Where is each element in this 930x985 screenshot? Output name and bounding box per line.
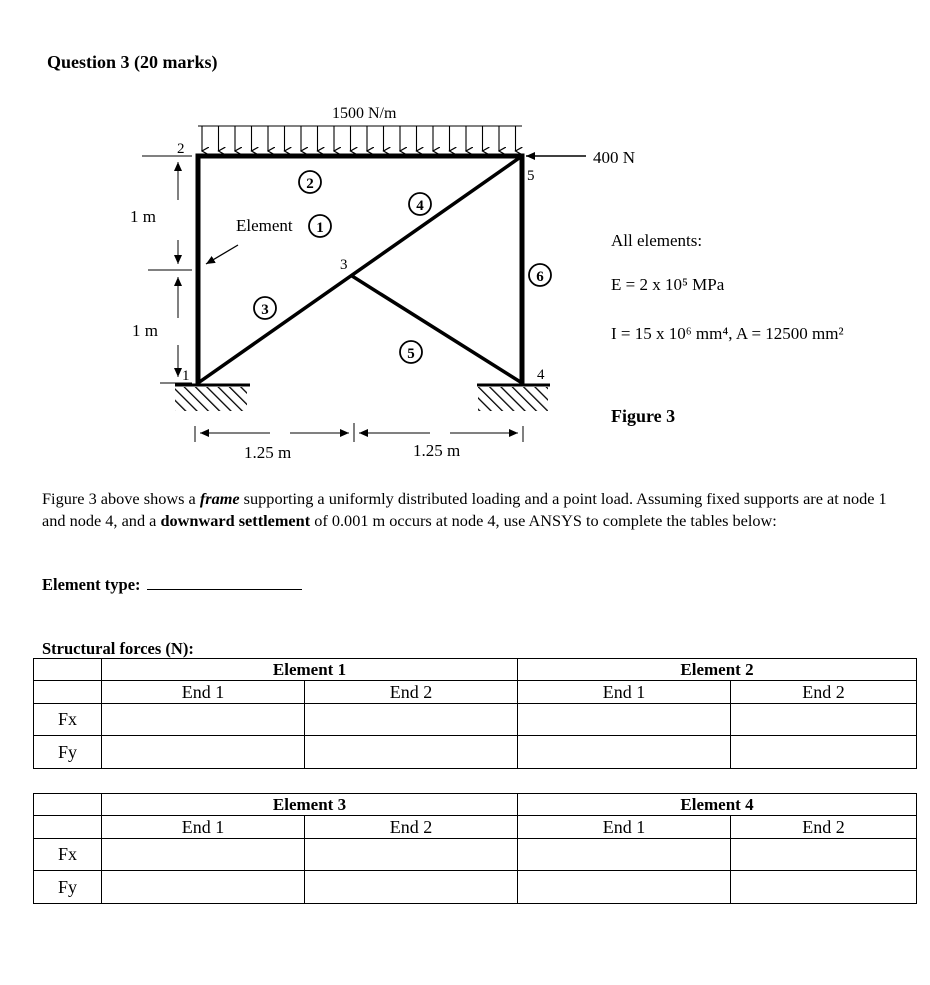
answer-cell[interactable] [731,871,917,904]
height-dimension [142,156,192,383]
width-left-label: 1.25 m [244,443,292,462]
element-3-marker [254,297,276,319]
end-header: End 2 [731,681,917,704]
answer-cell[interactable] [518,871,731,904]
answer-cell[interactable] [305,839,518,871]
answer-cell[interactable] [518,839,731,871]
end-header: End 2 [305,681,518,704]
element-5-marker [400,341,422,363]
svg-text:6: 6 [536,269,544,285]
answer-cell[interactable] [518,704,731,736]
answer-cell[interactable] [305,871,518,904]
element-1-marker [236,215,331,237]
end-header: End 2 [731,816,917,839]
props-heading: All elements: [611,231,703,250]
element-type-blank[interactable] [147,575,302,590]
udl-arrows [198,126,522,151]
row-label-fx: Fx [34,704,102,736]
element-4-header: Element 4 [518,794,917,816]
frame-members [198,156,522,383]
prop-modulus: E = 2 x 10⁵ MPa [611,275,725,294]
answer-cell[interactable] [518,736,731,769]
settlement-term: downward settlement [160,511,311,530]
svg-text:1: 1 [316,220,324,236]
node-1-label: 1 [182,368,190,384]
width-right-label: 1.25 m [413,441,461,460]
element-6-marker [529,264,551,286]
question-description: Figure 3 above shows a frame supporting a uniformly distributed loading and a point load. Assuming fixed supports are at node 1 and node 4, and a downward settlement of 0.001 m occurs at node 4, use ANSYS to complete the tables below: [42,489,887,530]
node-2-label: 2 [177,141,185,157]
forces-table-1 [33,658,917,769]
fixed-support-node-4 [477,385,550,411]
fixed-support-node-1 [175,385,250,411]
udl-load-label: 1500 N/m [332,105,397,122]
question-title: Question 3 (20 marks) [47,52,218,72]
structural-forces-label: Structural forces (N): [42,639,194,658]
answer-cell[interactable] [102,839,305,871]
node-4-label: 4 [537,367,545,383]
point-load-label: 400 N [593,148,636,167]
end-header: End 1 [518,816,731,839]
answer-cell[interactable] [102,871,305,904]
element-2-header: Element 2 [518,659,917,681]
element-type-field [42,575,302,595]
svg-text:5: 5 [407,346,415,362]
height-top-label: 1 m [130,207,156,226]
forces-table-2 [33,793,917,904]
svg-text:4: 4 [416,198,424,214]
element-1-pointer-arrow [206,245,238,264]
height-bottom-label: 1 m [132,321,158,340]
width-dimension [195,423,523,442]
prop-inertia-area: I = 15 x 10⁶ mm⁴, A = 12500 mm² [611,324,844,343]
answer-cell[interactable] [102,736,305,769]
row-label-fy: Fy [34,736,102,769]
frame-figure [0,0,930,470]
end-header: End 2 [305,816,518,839]
answer-cell[interactable] [731,736,917,769]
element-2-marker [299,171,321,193]
answer-cell[interactable] [305,704,518,736]
member-element-5 [352,276,522,383]
element-4-marker [409,193,431,215]
element-pointer-label: Element [236,216,293,235]
row-label-fy: Fy [34,871,102,904]
answer-cell[interactable] [102,704,305,736]
answer-cell[interactable] [305,736,518,769]
element-type-label: Element type: [42,575,141,594]
end-header: End 1 [102,681,305,704]
element-3-header: Element 3 [102,794,518,816]
element-1-header: Element 1 [102,659,518,681]
member-diagonal-3-4 [198,156,522,383]
answer-cell[interactable] [731,839,917,871]
svg-text:3: 3 [261,302,269,318]
node-3-label: 3 [340,257,348,273]
figure-caption: Figure 3 [611,406,676,426]
end-header: End 1 [518,681,731,704]
answer-cell[interactable] [731,704,917,736]
row-label-fx: Fx [34,839,102,871]
svg-text:2: 2 [306,176,314,192]
frame-term: frame [199,489,240,508]
node-5-label: 5 [527,168,535,184]
end-header: End 1 [102,816,305,839]
